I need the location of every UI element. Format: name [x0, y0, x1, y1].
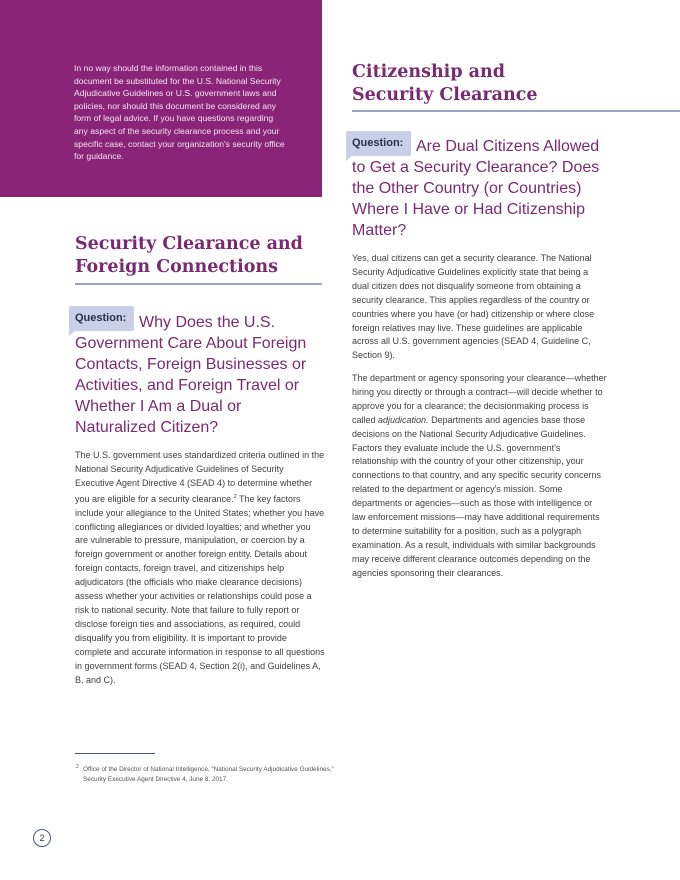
footnote: [76, 765, 336, 785]
right-title-rule: [352, 110, 680, 112]
footnote-reference[interactable]: 2: [233, 493, 237, 500]
left-title-line2: Foreign Connections: [75, 257, 279, 277]
left-question-badge: Question:: [69, 306, 134, 331]
left-body-text: [75, 449, 325, 687]
left-question: [75, 312, 315, 438]
right-para2-part2: Departments and agencies base those decisions on the National Security Adjudicative Guidelines. Factors they evaluate include the U.S. government's relationship with the country of your other citizenship, your connections to that country, and any specific security concerns related to the department or agency's mission. Some departments or agencies—such as those with intelligence or law enforcement missions—may have additional requirements to determine suitability for a position, such as a polygraph examination. As a result, individuals with similar backgrounds may receive different clearance outcomes depending on the agencies sponsoring their clearances.: [352, 414, 601, 578]
right-para2-part1: The department or agency sponsoring your clearance—whether hiring you directly or through a contract—will decide whether to approve you for a clearance; the decisionmaking process is called: [352, 373, 607, 425]
right-body-para2: [352, 372, 608, 581]
left-title-line1: Security Clearance and: [75, 234, 303, 254]
left-section-title: [75, 233, 325, 279]
disclaimer-panel: [0, 0, 322, 197]
left-body-part1: The U.S. government uses standardized criteria outlined in the National Security Adjudicative Guidelines of Security Executive Agent Directive 4 (SEAD 4) to determine whether you are eligible for a security clearance.: [75, 450, 325, 504]
footnote-text: Office of the Director of National Intelligence, “National Security Adjudicative Guidelines,” Security Executive Agent Directive 4, June 8, 2017.: [83, 766, 334, 783]
adjudication-term: adjudication.: [378, 414, 429, 425]
left-question-text: Why Does the U.S. Government Care About Foreign Contacts, Foreign Businesses or Activities, and Foreign Travel or Whether I Am a Dual or Naturalized Citizen?: [75, 314, 307, 436]
right-question-text: Are Dual Citizens Allowed to Get a Security Clearance? Does the Other Country (or Countries) Where I Have or Had Citizenship Matter?: [352, 138, 600, 239]
right-title-line2: Security Clearance: [352, 85, 538, 105]
left-title-rule: [75, 283, 322, 285]
footnote-rule: [75, 753, 155, 754]
disclaimer-text: In no way should the information contained in this document be substituted for the U.S. National Security Adjudicative Guidelines or U.S. government laws and policies, nor should this document be considered any form of legal advice. If you have questions regarding any aspect of the security clearance process and your specific case, contact your organization's security office for guidance.: [74, 63, 285, 162]
left-body-part2: The key factors include your allegiance to the United States; whether you have conflicting allegiances or divided loyalties; and whether you are vulnerable to pressure, manipulation, or coercion by a foreign government or another foreign entity. Details about foreign contacts, foreign travel, and citizenships help adjudicators (the officials who make clearance decisions) assess whether your activities or relationships could pose a risk to national security. Note that failure to fully report or disclose foreign ties and associations, as required, could disqualify you from eligibility. It is important to provide complete and accurate information in response to all questions in government forms (SEAD 4, Section 2(i), and Guidelines A, B, and C).: [75, 493, 325, 685]
footnote-number: 2: [76, 764, 79, 770]
page-number: 2: [33, 829, 51, 847]
right-body-para1: Yes, dual citizens can get a security clearance. The National Security Adjudicative Guidelines explicitly state that being a dual citizen does not disqualify someone from obtaining a security clearance. This applies regardless of the country or countries where you have (or had) citizenship or where close foreign relatives may live. These guidelines are applicable across all U.S. government agencies (SEAD 4, Guideline C, Section 9).: [352, 253, 595, 361]
right-title-line1: Citizenship and: [352, 62, 505, 82]
right-question-badge: Question:: [346, 131, 411, 156]
right-question: [352, 136, 614, 241]
right-section-title: [352, 61, 602, 107]
